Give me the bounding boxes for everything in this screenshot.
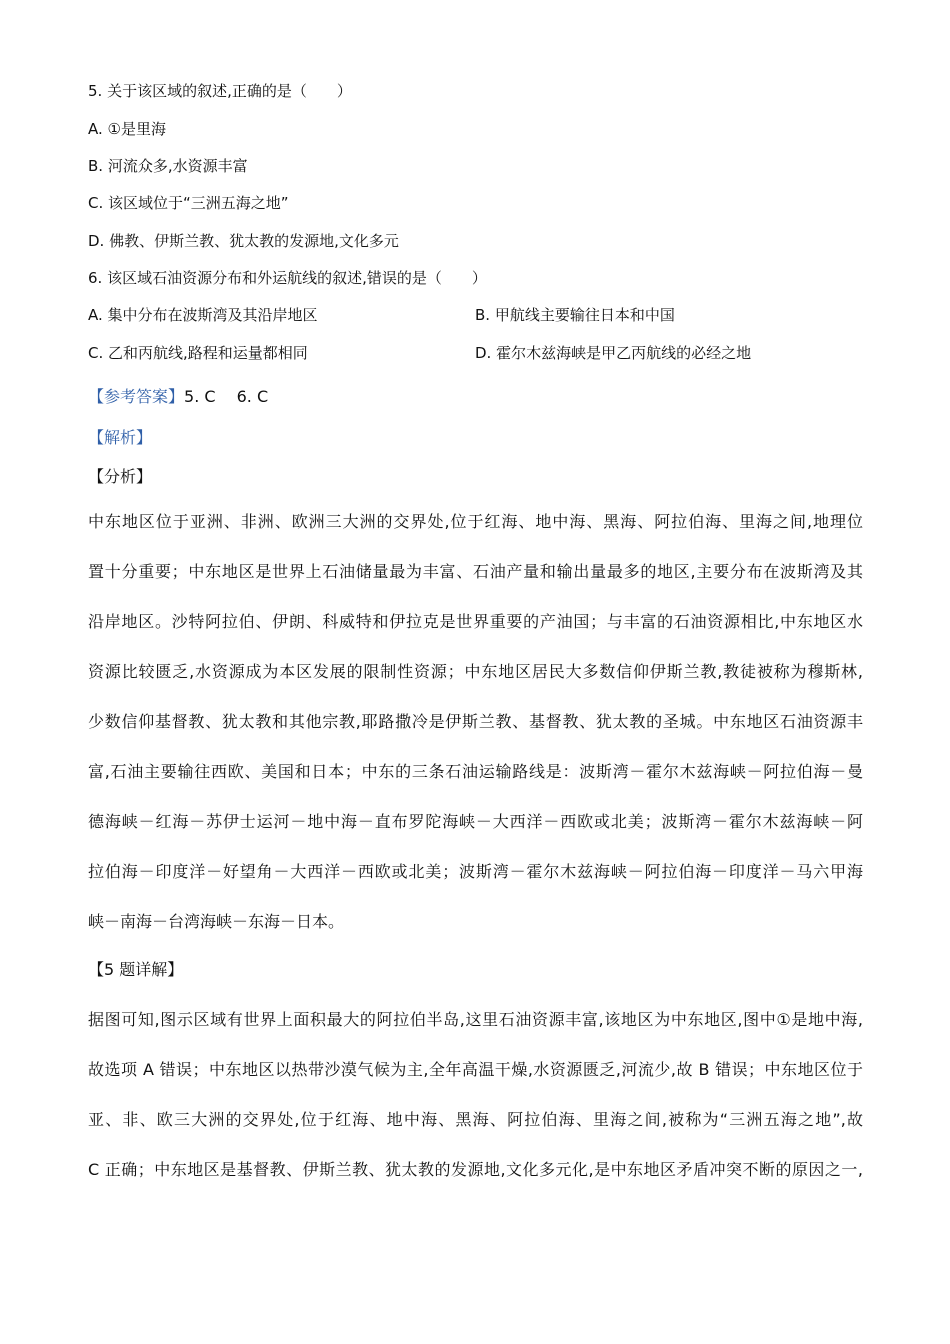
fenxi-heading: 【分析】 — [88, 467, 153, 486]
analysis-line: 沿岸地区。沙特阿拉伯、伊朗、科威特和伊拉克是世界重要的产油国；与丰富的石油资源相比,中东地区水 — [88, 612, 863, 631]
q5-detail-heading: 【5 题详解】 — [88, 960, 184, 979]
analysis-line: 拉伯海－印度洋－好望角－大西洋－西欧或北美；波斯湾－霍尔木兹海峡－阿拉伯海－印度洋－马六甲海 — [88, 862, 863, 881]
analysis-line: 少数信仰基督教、犹太教和其他宗教,耶路撒冷是伊斯兰教、基督教、犹太教的圣城。中东地区石油资源丰 — [88, 712, 863, 731]
q5-option-d: D. 佛教、伊斯兰教、犹太教的发源地,文化多元 — [88, 232, 399, 250]
jiexi-heading: 【解析】 — [88, 428, 153, 447]
q5-detail-paragraph — [88, 995, 863, 1195]
q6-option-c: C. 乙和丙航线,路程和运量都相同 — [88, 344, 308, 362]
q6-option-b: B. 甲航线主要输往日本和中国 — [475, 306, 675, 324]
q5-option-c: C. 该区域位于“三洲五海之地” — [88, 194, 289, 212]
q6-stem: 6. 该区域石油资源分布和外运航线的叙述,错误的是（ ） — [88, 269, 487, 287]
detail-line: 据图可知,图示区域有世界上面积最大的阿拉伯半岛,这里石油资源丰富,该地区为中东地区,图中①是地中海, — [88, 1010, 863, 1029]
answer-value: 5. C 6. C — [184, 387, 269, 406]
q5-stem: 5. 关于该区域的叙述,正确的是（ ） — [88, 82, 352, 100]
analysis-line: 富,石油主要输往西欧、美国和日本；中东的三条石油运输路线是：波斯湾－霍尔木兹海峡－阿拉伯海－曼 — [88, 762, 863, 781]
analysis-paragraph — [88, 497, 863, 947]
q6-option-a: A. 集中分布在波斯湾及其沿岸地区 — [88, 306, 318, 324]
detail-line: 故选项 A 错误；中东地区以热带沙漠气候为主,全年高温干燥,水资源匮乏,河流少,故 B 错误；中东地区位于 — [88, 1060, 863, 1079]
analysis-line: 置十分重要；中东地区是世界上石油储量最为丰富、石油产量和输出量最多的地区,主要分布在波斯湾及其 — [88, 562, 863, 581]
answer-label: 【参考答案】 — [88, 387, 185, 406]
detail-line: 亚、非、欧三大洲的交界处,位于红海、地中海、黑海、阿拉伯海、里海之间,被称为“三洲五海之地”,故 — [88, 1110, 863, 1129]
analysis-line: 峡－南海－台湾海峡－东海－日本。 — [88, 912, 345, 931]
q5-option-b: B. 河流众多,水资源丰富 — [88, 157, 248, 175]
detail-line: C 正确；中东地区是基督教、伊斯兰教、犹太教的发源地,文化多元化,是中东地区矛盾冲突不断的原因之一, — [88, 1160, 863, 1179]
analysis-line: 中东地区位于亚洲、非洲、欧洲三大洲的交界处,位于红海、地中海、黑海、阿拉伯海、里海之间,地理位 — [88, 512, 863, 531]
q6-option-d: D. 霍尔木兹海峡是甲乙丙航线的必经之地 — [475, 344, 752, 362]
analysis-line: 资源比较匮乏,水资源成为本区发展的限制性资源；中东地区居民大多数信仰伊斯兰教,教徒被称为穆斯林, — [88, 662, 863, 681]
answer-line — [88, 387, 268, 407]
analysis-line: 德海峡－红海－苏伊士运河－地中海－直布罗陀海峡－大西洋－西欧或北美；波斯湾－霍尔木兹海峡－阿 — [88, 812, 863, 831]
q5-option-a: A. ①是里海 — [88, 120, 166, 138]
